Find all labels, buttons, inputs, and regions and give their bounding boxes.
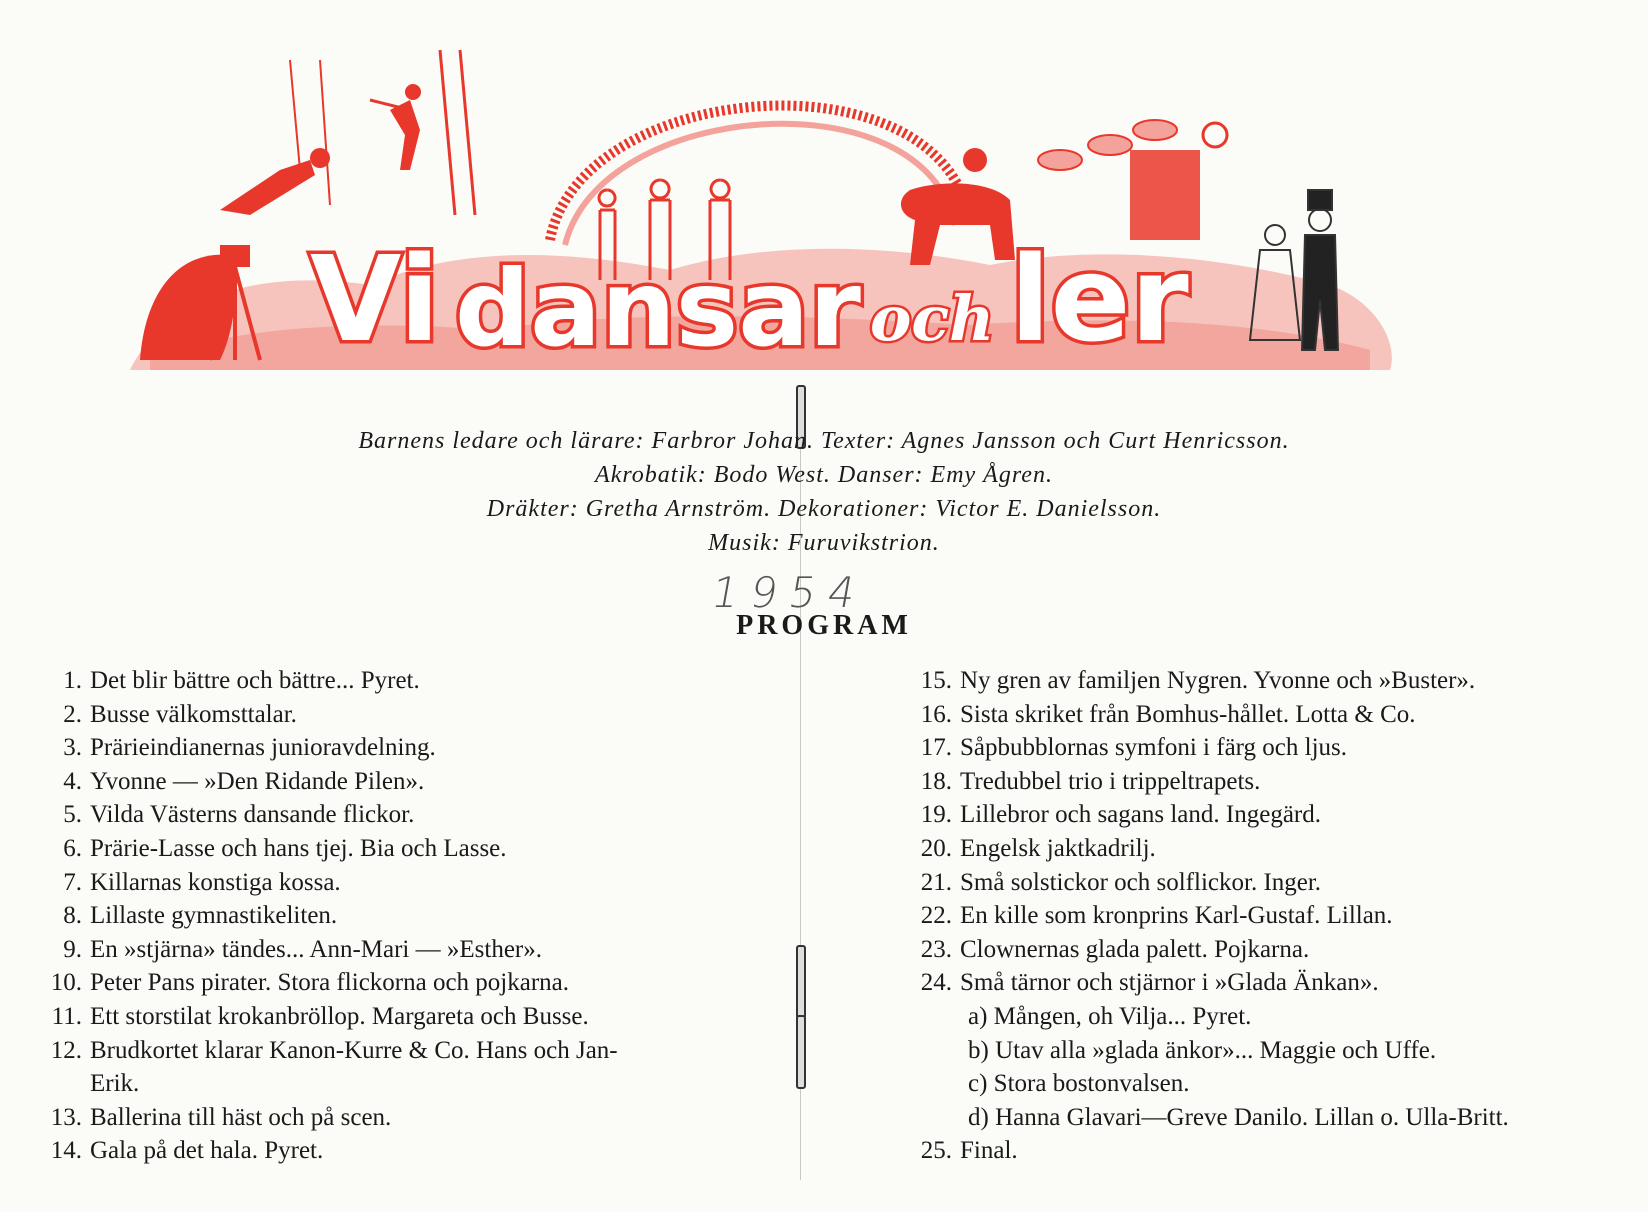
program-item [30,664,750,698]
item-text: Yvonne — »Den Ridande Pilen». [90,767,425,795]
banner-artwork [110,40,1410,400]
item-text: Tredubbel trio i trippeltrapets. [960,767,1261,795]
program-item [30,731,750,765]
item-text: Brudkortet klarar Kanon-Kurre & Co. Hans och Jan- [90,1036,618,1064]
item-number [900,1000,960,1034]
program-item [30,698,750,732]
program-item [30,765,750,799]
credits-line: Dräkter: Gretha Arnström. Dekorationer: Victor E. Danielsson. [486,496,1162,522]
item-text: Killarnas konstiga kossa. [90,868,341,896]
item-text: Ett storstilat krokanbröllop. Margareta och Busse. [90,1002,589,1030]
item-number: 22. [920,902,952,930]
item-number: 23. [920,935,952,963]
item-number: 19. [920,801,952,829]
program-heading: PROGRAM [736,610,912,641]
program-list-left [30,664,750,1168]
program-subitem [900,1101,1620,1135]
program-item [900,1134,1620,1168]
title-vi: Vi [310,230,440,368]
header-illustration [110,40,1410,400]
program-item [900,731,1620,765]
item-text: En »stjärna» tändes... Ann-Mari — »Esther». [90,935,542,963]
item-text: Peter Pans pirater. Stora flickorna och pojkarna. [90,969,570,997]
item-text: Ny gren av familjen Nygren. Yvonne och »Buster». [960,667,1476,694]
item-number: 7. [63,868,82,896]
item-number: 6. [63,834,82,862]
credits-line: Musik: Furuvikstrion. [708,530,940,556]
program-item [900,866,1620,900]
item-number: 12. [50,1036,82,1064]
program-item [900,933,1620,967]
program-item [900,698,1620,732]
program-item [900,899,1620,933]
item-number: 21. [920,868,952,896]
program-item [30,832,750,866]
program-list-right [900,664,1620,1168]
rainbow-arch-inner [565,124,955,245]
item-number [900,1101,960,1135]
staple-middle [796,945,806,1019]
item-number: 11. [51,1002,82,1030]
program-item [900,798,1620,832]
item-number: 5. [63,801,82,829]
item-number: 16. [920,700,952,728]
item-text: Såpbubblornas symfoni i färg och ljus. [960,734,1347,762]
program-subitem [900,1067,1620,1101]
program-item [30,798,750,832]
item-number [900,1067,960,1101]
program-subitem [900,1000,1620,1034]
item-text: Det blir bättre och bättre... Pyret. [90,667,420,694]
title-ler: ler [1010,230,1189,368]
program-item [30,1000,750,1034]
program-subitem [900,1034,1620,1068]
item-number: 24. [920,969,952,997]
trapeze-artist-figure [220,60,330,215]
item-number: 18. [920,767,952,795]
program-item [900,966,1620,1000]
item-text: Lillaste gymnastikeliten. [90,902,338,930]
item-text: Sista skriket från Bomhus-hållet. Lotta & Co. [960,700,1416,728]
item-text: Prärie-Lasse och hans tjej. Bia och Lasse. [90,834,507,862]
item-number [30,1067,90,1101]
item-number: 17. [920,734,952,762]
item-number: 10. [50,969,82,997]
title-dansar: dansar [455,248,861,370]
item-number: 9. [63,935,82,963]
program-item [30,866,750,900]
item-number: 2. [63,700,82,728]
acrobat-figure [370,50,475,215]
item-text: Små solstickor och solflickor. Inger. [960,868,1322,896]
item-number [900,1034,960,1068]
item-text: Prärieindianernas junioravdelning. [90,734,436,762]
item-text: Erik. [90,1070,140,1098]
credits-line: Barnens ledare och lärare: Farbror Johan. Texter: Agnes Jansson och Curt Henricsson. [358,428,1290,454]
cake-chef-figure [1130,123,1227,240]
item-text: En kille som kronprins Karl-Gustaf. Lillan. [960,902,1393,930]
program-item [900,664,1620,698]
item-number: 4. [63,767,82,795]
credits-block [0,424,1648,560]
item-number: 14. [50,1137,82,1165]
item-number: 8. [63,902,82,930]
item-text: Busse välkomsttalar. [90,700,297,728]
item-text: Lillebror och sagans land. Ingegärd. [960,801,1321,829]
credits-line: Akrobatik: Bodo West. Danser: Emy Ågren. [595,462,1053,488]
item-text: Små tärnor och stjärnor i »Glada Änkan». [960,969,1379,997]
program-item [30,899,750,933]
program-item [30,933,750,967]
staple-bottom [796,1015,806,1089]
item-text: Engelsk jaktkadrilj. [960,834,1156,862]
item-number: 13. [50,1103,82,1131]
program-item [900,765,1620,799]
item-number: 25. [920,1137,952,1165]
program-item [30,1034,750,1068]
item-text: Final. [960,1137,1018,1165]
item-text: Ballerina till häst och på scen. [90,1103,392,1131]
handwritten-year: 1954 [707,568,872,617]
item-text: Clownernas glada palett. Pojkarna. [960,935,1310,963]
item-number: 20. [920,834,952,862]
program-item [30,1134,750,1168]
item-text: b) Utav alla »glada änkor»... Maggie och Uffe. [968,1036,1437,1064]
item-number: 15. [920,667,952,694]
item-text: Gala på det hala. Pyret. [90,1137,324,1165]
program-item [900,832,1620,866]
item-number: 3. [63,734,82,762]
program-item [30,966,750,1000]
item-text: c) Stora bostonvalsen. [968,1070,1190,1098]
program-item [30,1101,750,1135]
item-text: a) Mången, oh Vilja... Pyret. [968,1002,1252,1030]
item-text: d) Hanna Glavari—Greve Danilo. Lillan o. Ulla-Britt. [968,1103,1509,1131]
program-item-continuation [30,1067,750,1101]
title-och: och [870,282,995,355]
item-text: Vilda Västerns dansande flickor. [90,801,415,829]
item-number: 1. [63,667,82,694]
